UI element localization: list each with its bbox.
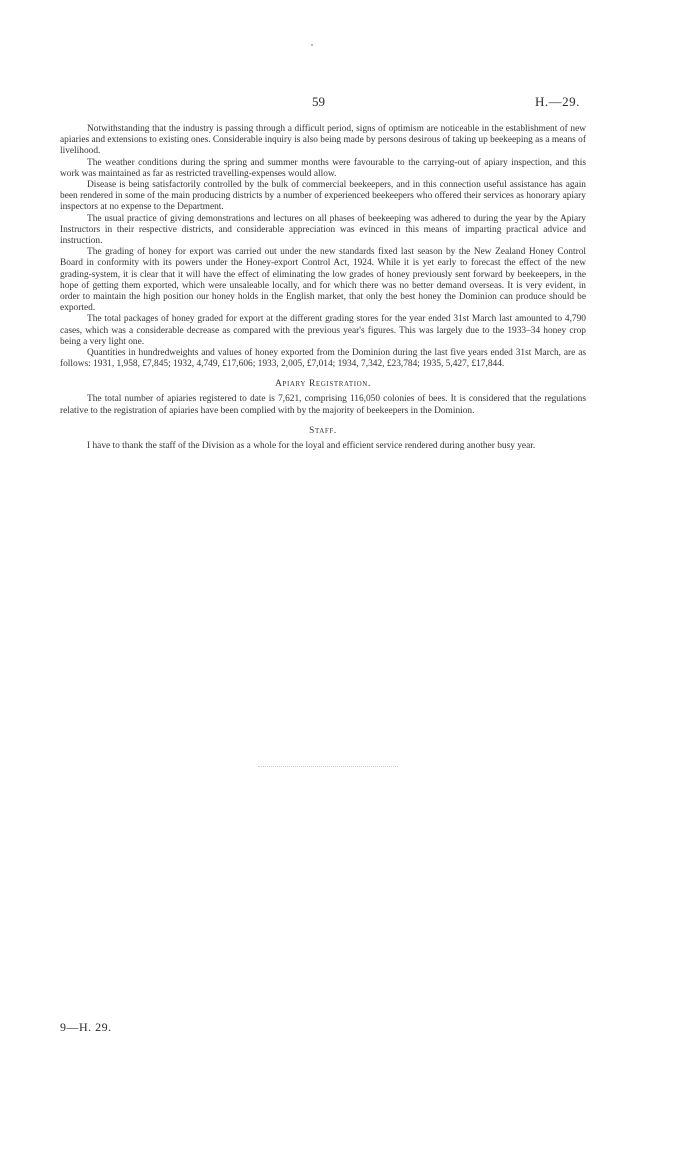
paragraph-export-quantities: Quantities in hundredweights and values of honey exported from the Dominion during the last five years ended 31st March, are as follows: 1931, 1,958, £7,845; 1932, 4,749, £17,606; 1933, 2,005, £7,014; 1934, 7,342, £23,784; 1935, 5,427, £17,844. xyxy=(60,348,586,370)
paragraph-demonstrations: The usual practice of giving demonstrations and lectures on all phases of beekeeping was adhered to during the year by the Apiary Instructors in their respective districts, and considerable appreciation was evinced in this means of imparting practical advice and instruction. xyxy=(60,213,586,247)
paragraph-weather: The weather conditions during the spring and summer months were favourable to the carrying-out of apiary inspection, and this work was maintained as far as restricted travelling-expenses would allow. xyxy=(60,157,586,179)
paragraph-staff: I have to thank the staff of the Division as a whole for the loyal and efficient service rendered during another busy year. xyxy=(87,440,536,451)
body-text xyxy=(60,124,586,452)
paragraph-apiary-registration: The total number of apiaries registered to date is 7,621, comprising 116,050 colonies of bees. It is considered that the regulations relative to the registration of apiaries have been complied with by the majority of beekeepers in the Dominion. xyxy=(60,394,586,416)
footer-reference: 9—H. 29. xyxy=(60,1020,112,1034)
paragraph-disease: Disease is being satisfactorily controlled by the bulk of commercial beekeepers, and in this connection useful assistance has again been rendered in some of the main producing districts by a number of experienced beekeepers who offered their services as honorary apiary inspectors at no expense to the Department. xyxy=(60,180,586,213)
page-number: 59 xyxy=(312,94,325,109)
section-divider xyxy=(258,766,398,767)
paragraph-grading: The grading of honey for export was carried out under the new standards fixed last season by the New Zealand Honey Control Board in conformity with its powers under the Honey-export Control Act, 1924. While it is yet early to forecast the effect of the new grading-system, it is clear that it will have the effect of eliminating the low grades of honey previously sent forward by beekeepers, in the hope of getting them exported, which were unsaleable locally, and for which there was no better demand overseas. It is very evident, in order to maintain the high position our honey holds in the English market, that only the best honey the Dominion can produce should be exported. xyxy=(60,247,586,314)
heading-staff: Staff. xyxy=(309,425,337,436)
paragraph-packages: The total packages of honey graded for export at the different grading stores for the year ended 31st March last amounted to 4,790 cases, which was a considerable decrease as compared with the previous year's figures. This was largely due to the 1933–34 honey crop being a very light one. xyxy=(60,314,586,347)
print-mark xyxy=(311,44,313,46)
paragraph-optimism: Notwithstanding that the industry is passing through a difficult period, signs of optimism are noticeable in the establishment of new apiaries and extensions to existing ones. Considerable inquiry is also being made by persons desirous of taking up beekeeping as a means of livelihood. xyxy=(60,124,586,157)
document-reference: H.—29. xyxy=(535,94,580,109)
heading-apiary-registration: Apiary Registration. xyxy=(275,379,371,390)
